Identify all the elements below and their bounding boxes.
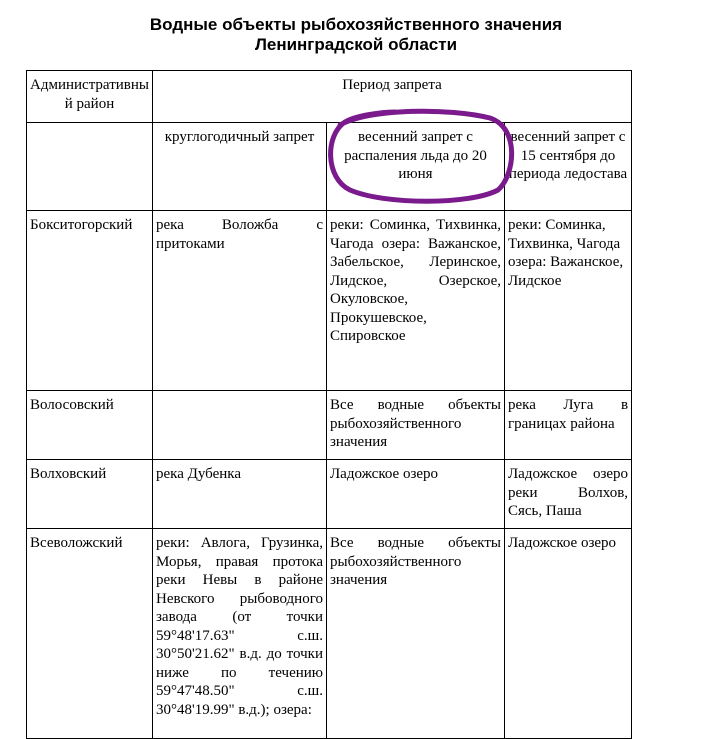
district-cell: Бокситогорский [27, 211, 153, 391]
autumn-cell: Ладожское озеро реки Волхов, Сясь, Паша [505, 460, 632, 529]
table-row [27, 460, 632, 529]
table-row [27, 391, 632, 460]
year-round-cell: реки: Авлога, Грузинка, Морья, правая протока реки Невы в районе Невского рыбоводного завода (от точки 59°48'17.63" с.ш. 30°50'21.62" в.д. до точки ниже по течению 59°47'48.50" с.ш. 30°48'19.99" в.д.); озера: [153, 529, 327, 739]
table-row [27, 529, 632, 739]
spring-cell: реки: Соминка, Тихвинка, Чагода озера: Важанское, Забельское, Леринское, Лидское, Озерское, Окуловское, Прокушевское, Спировское [327, 211, 505, 391]
table-row [27, 211, 632, 391]
autumn-cell: Ладожское озеро [505, 529, 632, 739]
spring-cell: Все водные объекты рыбохозяйственного значения [327, 391, 505, 460]
spring-ban-header: весенний запрет с распаления льда до 20 июня [327, 123, 505, 211]
year-round-ban-header: круглогодичный запрет [153, 123, 327, 211]
table-subheader-row [27, 123, 632, 211]
period-column-header: Период запрета [153, 71, 632, 123]
autumn-cell: река Луга в границах района [505, 391, 632, 460]
spring-cell: Ладожское озеро [327, 460, 505, 529]
district-cell: Волосовский [27, 391, 153, 460]
autumn-cell: реки: Соминка, Тихвинка, Чагода озера: Важанское, Лидское [505, 211, 632, 391]
district-cell: Волховский [27, 460, 153, 529]
year-round-cell [153, 391, 327, 460]
year-round-cell: река Дубенка [153, 460, 327, 529]
autumn-ban-header: весенний запрет с 15 сентября до периода ледостава [505, 123, 632, 211]
document-title-line-1: Водные объекты рыбохозяйственного значения [149, 15, 563, 34]
district-column-header: Административный район [27, 71, 153, 123]
district-cell: Всеволожский [27, 529, 153, 739]
empty-subheader-cell [27, 123, 153, 211]
table-header-row [27, 71, 632, 123]
water-bodies-table [26, 70, 632, 739]
year-round-cell: река Воложба с притоками [153, 211, 327, 391]
document-title-line-2: Ленинградской области [254, 35, 458, 54]
spring-cell: Все водные объекты рыбохозяйственного значения [327, 529, 505, 739]
